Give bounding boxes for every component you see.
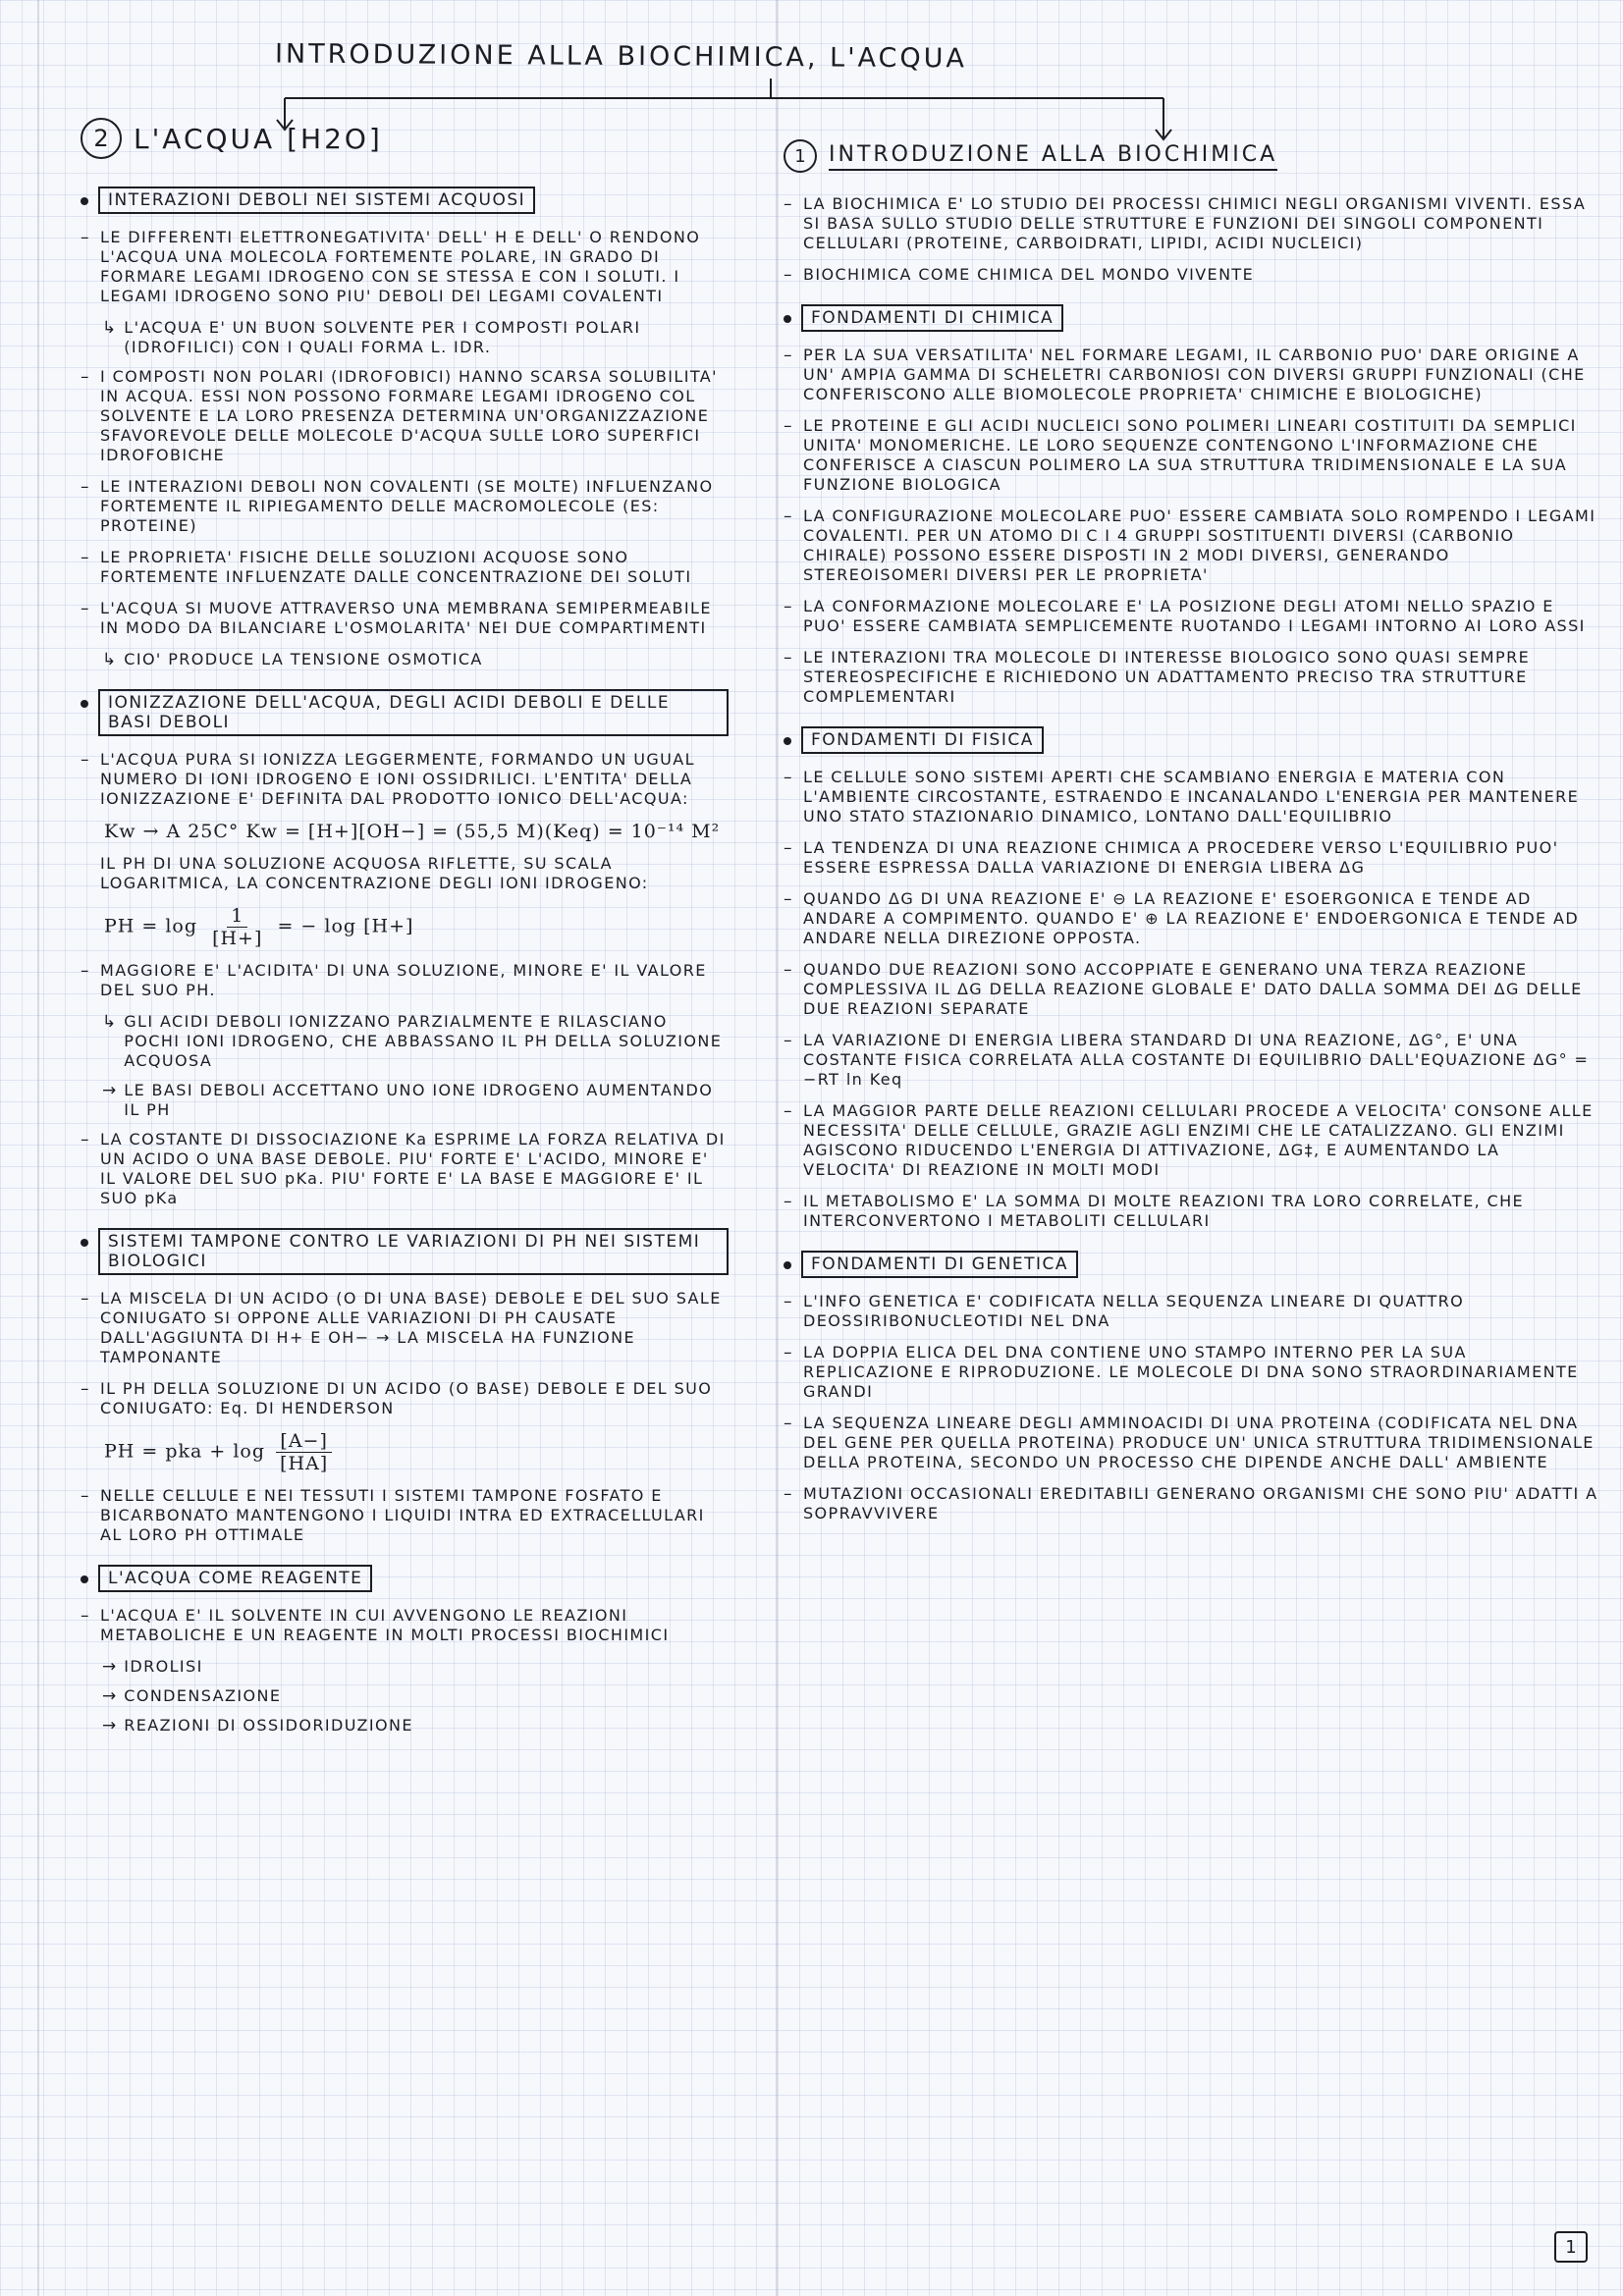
list-item: – L'ACQUA E' IL SOLVENTE IN CUI AVVENGONO LE REAZIONI METABOLICHE E UN REAGENTE IN MOLTI PROCESSI BIOCHIMICI [81,1606,670,1644]
list-item: – QUANDO ΔG DI UNA REAZIONE E' ⊖ LA REAZIONE E' ESOERGONICA E TENDE AD ANDARE A COMPIMENTO. QUANDO E' ⊕ LA REAZIONE E' ENDOERGONICA E TENDE AD ANDARE NELLA DIREZIONE OPPOSTA. [784,889,1580,947]
right-column [784,118,1598,1543]
list-item: – L'ACQUA PURA SI IONIZZA LEGGERMENTE, FORMANDO UN UGUAL NUMERO DI IONI IDROGENO E IONI OSSIDRILICI. L'ENTITA' DELLA IONIZZAZIONE E' DEFINITA DAL PRODOTTO IONICO DELL'ACQUA: [81,750,695,808]
list-item: – LA COSTANTE DI DISSOCIAZIONE Ka ESPRIME LA FORZA RELATIVA DI UN ACIDO O UNA BASE DEBOLE. PIU' FORTE E' L'ACIDO, MINORE E' IL VALORE DEL SUO pKa. PIU' FORTE E' LA BASE E MAGGIORE E' IL SUO pKa [81,1130,726,1207]
list-item: – IL METABOLISMO E' LA SOMMA DI MOLTE REAZIONI TRA LORO CORRELATE, CHE INTERCONVERTONO I METABOLITI CELLULARI [784,1192,1525,1230]
list-item: – LA SEQUENZA LINEARE DEGLI AMMINOACIDI DI UNA PROTEINA (CODIFICATA NEL DNA DEL GENE PER QUELLA PROTEINA) PRODUCE UN' UNICA STRUTTURA TRIDIMENSIONALE DELLA PROTEINA, SECONDO UN PROCESSO CHE DIPENDE ANCHE DALL' AMBIENTE [784,1414,1595,1471]
water-heading [81,118,729,159]
arrow-icon: ↳ [102,318,117,338]
section-intro [784,194,1598,285]
arrow-note: → REAZIONI DI OSSIDORIDUZIONE [102,1716,413,1735]
list-item: – LA MAGGIOR PARTE DELLE REAZIONI CELLULARI PROCEDE A VELOCITA' CONSONE ALLE NECESSITA' DELLE CELLULE, GRAZIE AGLI ENZIMI CHE LE CATALIZZANO. GLI ENZIMI AGISCONO RIDUCENDO L'ENERGIA DI ATTIVAZIONE, ΔG‡, E AUMENTANDO LA VELOCITA' DI REAZIONE IN MOLTI MODI [784,1101,1594,1179]
list-item: – LA TENDENZA DI UNA REAZIONE CHIMICA A PROCEDERE VERSO L'EQUILIBRIO PUO' ESSERE ESPRESSA DALLA VARIAZIONE DI ENERGIA LIBERA ΔG [784,838,1559,877]
bullet-dot [784,737,791,745]
section-title: FONDAMENTI DI FISICA [801,726,1044,754]
list-item: – LE INTERAZIONI DEBOLI NON COVALENTI (SE MOLTE) INFLUENZANO FORTEMENTE IL RIPIEGAMENTO DELLE MACROMOLECOLE (ES: PROTEINE) [81,477,714,535]
list-item: – LE PROPRIETA' FISICHE DELLE SOLUZIONI ACQUOSE SONO FORTEMENTE INFLUENZATE DALLE CONCENTRAZIONE DEI SOLUTI [81,548,692,586]
henderson-formula: PH = pka + log $\frac{[A-]}{[HA]}$ [104,1430,729,1474]
section-physics [784,726,1598,1231]
list-item: – LA CONFORMAZIONE MOLECOLARE E' LA POSIZIONE DEGLI ATOMI NELLO SPAZIO E PUO' ESSERE CAMBIATA SEMPLICEMENTE RUOTANDO I LEGAMI INTORNO AI LORO ASSI [784,597,1586,635]
list-item: – LA MISCELA DI UN ACIDO (O DI UNA BASE) DEBOLE E DEL SUO SALE CONIUGATO SI OPPONE ALLE VARIAZIONI DI PH CAUSATE DALL'AGGIUNTA DI H+ E OH− → LA MISCELA HA FUNZIONE TAMPONANTE [81,1289,722,1366]
page-title: INTRODUZIONE ALLA BIOCHIMICA, L'ACQUA [274,38,968,75]
list-item: – L'INFO GENETICA E' CODIFICATA NELLA SEQUENZA LINEARE DI QUATTRO DEOSSIRIBONUCLEOTIDI NEL DNA [784,1292,1465,1330]
arrow-note: → LE BASI DEBOLI ACCETTANO UNO IONE IDROGENO AUMENTANDO IL PH [102,1081,714,1119]
list-item: – BIOCHIMICA COME CHIMICA DEL MONDO VIVENTE [784,265,1255,285]
left-column [81,118,729,1755]
list-item: – LA VARIAZIONE DI ENERGIA LIBERA STANDARD DI UNA REAZIONE, ΔG°, E' UNA COSTANTE FISICA CORRELATA ALLA COSTANTE DI EQUILIBRIO DALL'EQUAZIONE ΔG° = −RT ln Keq [784,1031,1590,1089]
section-buffers [81,1228,729,1545]
section-number-1: 1 [784,139,817,173]
page-number: 1 [1554,2231,1588,2263]
list-item: – QUANDO DUE REAZIONI SONO ACCOPPIATE E GENERANO UNA TERZA REAZIONE COMPLESSIVA IL ΔG DELLA REAZIONE GLOBALE E' DATO DALLA SOMMA DEI ΔG DELLE DUE REAZIONI SEPARATE [784,960,1583,1018]
bullet-dot [81,700,88,708]
arrow-note: ↳ L'ACQUA E' UN BUON SOLVENTE PER I COMPOSTI POLARI (IDROFILICI) CON I QUALI FORMA L. IDR. [102,318,641,356]
section-weak-interactions [81,187,729,669]
list-item: – IL PH DELLA SOLUZIONE DI UN ACIDO (O BASE) DEBOLE E DEL SUO CONIUGATO: Eq. DI HENDERSON [81,1379,713,1417]
arrow-icon: ↳ [102,650,117,669]
arrow-note: ↳ CIO' PRODUCE LA TENSIONE OSMOTICA [102,650,483,669]
list-item: – LA DOPPIA ELICA DEL DNA CONTIENE UNO STAMPO INTERNO PER LA SUA REPLICAZIONE E RIPRODUZIONE. LE MOLECOLE DI DNA SONO STRAORDINARIAMENTE GRANDI [784,1343,1579,1401]
section-water-reagent [81,1565,729,1735]
bullet-dot [81,1575,88,1583]
section-title: FONDAMENTI DI GENETICA [801,1251,1078,1278]
list-item: IL PH DI UNA SOLUZIONE ACQUOSA RIFLETTE, SU SCALA LOGARITMICA, LA CONCENTRAZIONE DEGLI IONI IDROGENO: [100,854,649,892]
biochem-heading-label: INTRODUZIONE ALLA BIOCHIMICA [829,142,1277,171]
list-item: – NELLE CELLULE E NEI TESSUTI I SISTEMI TAMPONE FOSFATO E BICARBONATO MANTENGONO I LIQUIDI INTRA ED EXTRACELLULARI AL LORO PH OTTIMALE [81,1486,705,1544]
notebook-center-line [776,0,778,2296]
arrow-note: ↳ GLI ACIDI DEBOLI IONIZZANO PARZIALMENTE E RILASCIANO POCHI IONI IDROGENO, CHE ABBASSANO IL PH DELLA SOLUZIONE ACQUOSA [102,1012,723,1070]
list-item: – LE CELLULE SONO SISTEMI APERTI CHE SCAMBIANO ENERGIA E MATERIA CON L'AMBIENTE CIRCOSTANTE, ESTRAENDO E INCANALANDO L'ENERGIA PER MANTENERE UNO STATO STAZIONARIO DINAMICO, LONTANO DALL'EQUILIBRIO [784,768,1580,826]
arrow-icon: → [102,1716,117,1735]
water-heading-label: L'ACQUA [H2O] [134,122,383,155]
bullet-dot [81,1239,88,1247]
kw-formula: Kw → A 25C° Kw = [H+][OH−] = (55,5 M)(Keq) = 10⁻¹⁴ M² [104,821,721,842]
arrow-icon: ↳ [102,1012,117,1032]
list-item: – LE INTERAZIONI TRA MOLECOLE DI INTERESSE BIOLOGICO SONO QUASI SEMPRE STEREOSPECIFICHE E RICHIEDONO UN ADATTAMENTO PRECISO TRA STRUTTURE COMPLEMENTARI [784,648,1531,706]
ph-formula: PH = log $\frac{1}{[H+]}$ = − log [H+] [104,905,414,949]
notebook-margin-line [37,0,39,2296]
section-number-2: 2 [81,118,122,159]
list-item: – PER LA SUA VERSATILITA' NEL FORMARE LEGAMI, IL CARBONIO PUO' DARE ORIGINE A UN' AMPIA GAMMA DI SCHELETRI CARBONIOSI CON DIVERSI GRUPPI FUNZIONALI (CHE CONFERISCONO ALLE BIOMOLECOLE PROPRIETA' CHIMICHE E BIOLOGICHE) [784,346,1586,403]
section-genetics [784,1251,1598,1523]
list-item: – MAGGIORE E' L'ACIDITA' DI UNA SOLUZIONE, MINORE E' IL VALORE DEL SUO PH. [81,961,707,999]
list-item: – LA BIOCHIMICA E' LO STUDIO DEI PROCESSI CHIMICI NEGLI ORGANISMI VIVENTI. ESSA SI BASA SULLO STUDIO DELLE STRUTTURE E FUNZIONI DEI SINGOLI COMPONENTI CELLULARI (PROTEINE, CARBOIDRATI, LIPIDI, ACIDI NUCLEICI) [784,194,1587,252]
list-item: – LE PROTEINE E GLI ACIDI NUCLEICI SONO POLIMERI LINEARI COSTITUITI DA SEMPLICI UNITA' MONOMERICHE. LE LORO SEQUENZE CONTENGONO L'INFORMAZIONE CHE CONFERISCE A CIASCUN POLIMERO LA SUA STRUTTURA TRIDIMENSIONALE E LA SUA FUNZIONE BIOLOGICA [784,416,1577,494]
arrow-note: → IDROLISI [102,1657,203,1677]
section-chemistry [784,304,1598,707]
arrow-icon: → [102,1686,117,1706]
bullet-dot [81,197,88,205]
bullet-dot [784,315,791,323]
arrow-note: → CONDENSAZIONE [102,1686,282,1706]
bullet-dot [784,1261,791,1269]
section-title: INTERAZIONI DEBOLI NEI SISTEMI ACQUOSI [98,187,535,214]
section-title: L'ACQUA COME REAGENTE [98,1565,372,1592]
list-item: – MUTAZIONI OCCASIONALI EREDITABILI GENERANO ORGANISMI CHE SONO PIU' ADATTI A SOPRAVVIVERE [784,1484,1598,1522]
list-item: – LE DIFFERENTI ELETTRONEGATIVITA' DELL' H E DELL' O RENDONO L'ACQUA UNA MOLECOLA FORTEMENTE POLARE, IN GRADO DI FORMARE LEGAMI IDROGENO CON SE STESSA E CON I SOLUTI. I LEGAMI IDROGENO SONO PIU' DEBOLI DEI LEGAMI COVALENTI [81,228,701,305]
section-title: FONDAMENTI DI CHIMICA [801,304,1063,332]
section-title: SISTEMI TAMPONE CONTRO LE VARIAZIONI DI PH NEI SISTEMI BIOLOGICI [98,1228,729,1275]
list-item: – LA CONFIGURAZIONE MOLECOLARE PUO' ESSERE CAMBIATA SOLO ROMPENDO I LEGAMI COVALENTI. PER UN ATOMO DI C I 4 GRUPPI SOSTITUENTI DIVERSI (CARBONIO CHIRALE) POSSONO ESSERE DISPOSTI IN 2 MODI DIVERSI, GENERANDO STEREOISOMERI DIVERSI PER LE PROPRIETA' [784,507,1596,584]
arrow-icon: → [102,1081,117,1100]
arrow-icon: → [102,1657,117,1677]
biochem-heading [784,139,1598,173]
section-ionization [81,689,729,1208]
list-item: – L'ACQUA SI MUOVE ATTRAVERSO UNA MEMBRANA SEMIPERMEABILE IN MODO DA BILANCIARE L'OSMOLARITA' NEI DUE COMPARTIMENTI [81,599,712,637]
list-item: – I COMPOSTI NON POLARI (IDROFOBICI) HANNO SCARSA SOLUBILITA' IN ACQUA. ESSI NON POSSONO FORMARE LEGAMI IDROGENO COL SOLVENTE E LA LORO PRESENZA DETERMINA UN'ORGANIZZAZIONE SFAVOREVOLE DELLE MOLECOLE D'ACQUA SULLE LORO SUPERFICI IDROFOBICHE [81,367,718,464]
section-title: IONIZZAZIONE DELL'ACQUA, DEGLI ACIDI DEBOLI E DELLE BASI DEBOLI [98,689,729,736]
